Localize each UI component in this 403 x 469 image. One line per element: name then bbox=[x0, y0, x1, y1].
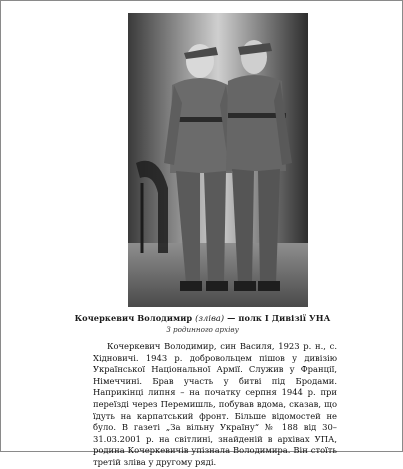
two-soldiers-photo-illustration bbox=[128, 13, 308, 307]
caption-unit: — полк І Дивізії УНА bbox=[227, 313, 331, 323]
photo-caption-title bbox=[1, 313, 403, 323]
archival-photograph bbox=[128, 13, 308, 307]
photo-source-caption: З родинного архіву bbox=[166, 325, 239, 334]
caption-name: Кочеркевич Володимир bbox=[74, 313, 193, 323]
caption-position-note: (зліва) bbox=[195, 313, 225, 323]
article-paragraph: Кочеркевич Володимир, син Василя, 1923 р. н., с. Хідновичі. 1943 р. добровольцем пішов у дивізію Української Національної Армії. Служив у Франції, Німеччині. Брав участь у битві під Бродами. Наприкінці липня – на початку серпня 1944 р. при переїзді через Перемишль, побував вдома, сказав, що їдуть на карпатський фронт. Більше відомостей не було. В газеті „За вільну Україну“ № 188 від 30–31.03.2001 р. на світлині, знайденій в архівах УПА, родина Кочеркевичів упізнала Володимира. Він стоїть третій зліва у другому ряді. bbox=[93, 341, 337, 467]
